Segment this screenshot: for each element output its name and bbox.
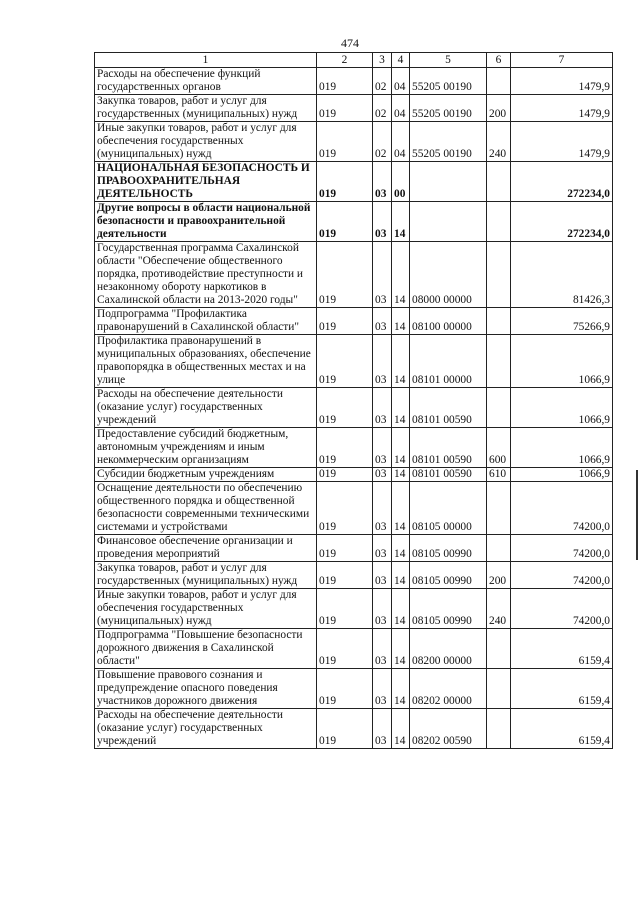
row-kcsr: 019 (317, 242, 373, 308)
row-name: Финансовое обеспечение организации и проведения мероприятий (95, 535, 317, 562)
row-name: Иные закупки товаров, работ и услуг для обеспечения государственных (муниципальных) нужд (95, 589, 317, 629)
row-target-code: 08105 00990 (410, 589, 487, 629)
header-col-2: 2 (317, 53, 373, 68)
row-section: 03 (373, 335, 392, 388)
table-row (95, 468, 613, 482)
row-expense-type (487, 482, 511, 535)
row-amount: 1066,9 (511, 388, 613, 428)
row-target-code: 08202 00590 (410, 709, 487, 749)
row-section: 03 (373, 388, 392, 428)
table-row (95, 428, 613, 468)
row-section: 03 (373, 589, 392, 629)
row-name: Расходы на обеспечение деятельности (оказание услуг) государственных учреждений (95, 388, 317, 428)
row-section: 03 (373, 482, 392, 535)
row-kcsr: 019 (317, 629, 373, 669)
row-expense-type: 200 (487, 562, 511, 589)
row-subsection: 14 (392, 428, 410, 468)
row-name: Другие вопросы в области национальной безопасности и правоохранительной деятельности (95, 202, 317, 242)
row-name: Закупка товаров, работ и услуг для государственных (муниципальных) нужд (95, 95, 317, 122)
row-target-code: 08202 00000 (410, 669, 487, 709)
row-expense-type (487, 335, 511, 388)
row-expense-type (487, 308, 511, 335)
row-section: 03 (373, 242, 392, 308)
row-amount: 6159,4 (511, 629, 613, 669)
row-name: Подпрограмма "Профилактика правонарушений в Сахалинской области" (95, 308, 317, 335)
row-expense-type: 200 (487, 95, 511, 122)
page-number: 474 (341, 36, 359, 50)
row-kcsr: 019 (317, 428, 373, 468)
table-row (95, 122, 613, 162)
row-expense-type (487, 388, 511, 428)
row-expense-type (487, 709, 511, 749)
row-expense-type: 240 (487, 589, 511, 629)
table-row (95, 669, 613, 709)
row-section: 02 (373, 95, 392, 122)
row-amount: 272234,0 (511, 202, 613, 242)
table-row (95, 629, 613, 669)
row-subsection: 14 (392, 468, 410, 482)
row-amount: 74200,0 (511, 482, 613, 535)
table-row (95, 68, 613, 95)
row-section: 03 (373, 629, 392, 669)
row-amount: 74200,0 (511, 589, 613, 629)
page-edge-mark (636, 470, 638, 560)
row-amount: 1479,9 (511, 95, 613, 122)
row-subsection: 14 (392, 589, 410, 629)
row-target-code: 08101 00000 (410, 335, 487, 388)
row-section: 02 (373, 122, 392, 162)
row-kcsr: 019 (317, 468, 373, 482)
row-subsection: 14 (392, 202, 410, 242)
table-row (95, 388, 613, 428)
row-expense-type (487, 535, 511, 562)
row-amount: 6159,4 (511, 709, 613, 749)
row-kcsr: 019 (317, 202, 373, 242)
row-name: Расходы на обеспечение деятельности (оказание услуг) государственных учреждений (95, 709, 317, 749)
table-row (95, 482, 613, 535)
row-name: НАЦИОНАЛЬНАЯ БЕЗОПАСНОСТЬ И ПРАВООХРАНИТЕЛЬНАЯ ДЕЯТЕЛЬНОСТЬ (95, 162, 317, 202)
header-col-3: 3 (373, 53, 392, 68)
row-name: Расходы на обеспечение функций государственных органов (95, 68, 317, 95)
header-col-6: 6 (487, 53, 511, 68)
budget-table-body (95, 53, 613, 749)
row-subsection: 00 (392, 162, 410, 202)
row-amount: 1066,9 (511, 428, 613, 468)
row-subsection: 14 (392, 482, 410, 535)
row-amount: 1479,9 (511, 68, 613, 95)
row-section: 02 (373, 68, 392, 95)
row-kcsr: 019 (317, 68, 373, 95)
table-row (95, 535, 613, 562)
table-row (95, 242, 613, 308)
row-name: Подпрограмма "Повышение безопасности дорожного движения в Сахалинской области" (95, 629, 317, 669)
row-name: Субсидии бюджетным учреждениям (95, 468, 317, 482)
row-name: Государственная программа Сахалинской области "Обеспечение общественного порядка, противодействие преступности и незаконному обороту наркотиков в Сахалинской области на 2013-2020 годы" (95, 242, 317, 308)
table-row (95, 589, 613, 629)
row-expense-type (487, 669, 511, 709)
row-amount: 81426,3 (511, 242, 613, 308)
table-row (95, 709, 613, 749)
row-name: Иные закупки товаров, работ и услуг для обеспечения государственных (муниципальных) нужд (95, 122, 317, 162)
row-subsection: 04 (392, 95, 410, 122)
row-target-code: 55205 00190 (410, 122, 487, 162)
row-amount: 74200,0 (511, 535, 613, 562)
row-subsection: 14 (392, 535, 410, 562)
budget-table (94, 52, 613, 749)
row-expense-type: 600 (487, 428, 511, 468)
row-kcsr: 019 (317, 388, 373, 428)
row-subsection: 14 (392, 388, 410, 428)
row-expense-type: 610 (487, 468, 511, 482)
row-target-code: 08105 00990 (410, 562, 487, 589)
row-section: 03 (373, 202, 392, 242)
row-amount: 6159,4 (511, 669, 613, 709)
row-target-code: 08000 00000 (410, 242, 487, 308)
row-subsection: 14 (392, 669, 410, 709)
header-col-5: 5 (410, 53, 487, 68)
row-subsection: 04 (392, 122, 410, 162)
row-target-code: 08101 00590 (410, 428, 487, 468)
row-section: 03 (373, 669, 392, 709)
table-row (95, 95, 613, 122)
row-name: Закупка товаров, работ и услуг для государственных (муниципальных) нужд (95, 562, 317, 589)
table-row (95, 162, 613, 202)
row-subsection: 14 (392, 308, 410, 335)
row-target-code: 08101 00590 (410, 468, 487, 482)
row-expense-type: 240 (487, 122, 511, 162)
row-subsection: 14 (392, 242, 410, 308)
table-row (95, 202, 613, 242)
row-subsection: 04 (392, 68, 410, 95)
row-target-code (410, 202, 487, 242)
header-col-1: 1 (95, 53, 317, 68)
row-section: 03 (373, 162, 392, 202)
row-name: Профилактика правонарушений в муниципальных образованиях, обеспечение правопорядка в общественных местах и на улице (95, 335, 317, 388)
table-row (95, 308, 613, 335)
row-kcsr: 019 (317, 308, 373, 335)
row-target-code: 08105 00990 (410, 535, 487, 562)
header-col-4: 4 (392, 53, 410, 68)
row-amount: 1066,9 (511, 335, 613, 388)
table-row (95, 562, 613, 589)
row-kcsr: 019 (317, 95, 373, 122)
table-header-row (95, 53, 613, 68)
row-section: 03 (373, 709, 392, 749)
row-name: Предоставление субсидий бюджетным, автономным учреждениям и иным некоммерческим организациям (95, 428, 317, 468)
row-amount: 1479,9 (511, 122, 613, 162)
row-target-code: 08200 00000 (410, 629, 487, 669)
row-section: 03 (373, 468, 392, 482)
row-section: 03 (373, 535, 392, 562)
row-section: 03 (373, 428, 392, 468)
row-subsection: 14 (392, 335, 410, 388)
row-expense-type (487, 162, 511, 202)
row-target-code (410, 162, 487, 202)
row-expense-type (487, 242, 511, 308)
row-name: Повышение правового сознания и предупреждение опасного поведения участников дорожного движения (95, 669, 317, 709)
row-kcsr: 019 (317, 335, 373, 388)
row-amount: 272234,0 (511, 162, 613, 202)
row-kcsr: 019 (317, 589, 373, 629)
row-kcsr: 019 (317, 669, 373, 709)
row-name: Оснащение деятельности по обеспечению общественного порядка и общественной безопасности современными техническими системами и устройствами (95, 482, 317, 535)
row-kcsr: 019 (317, 482, 373, 535)
row-kcsr: 019 (317, 709, 373, 749)
row-section: 03 (373, 562, 392, 589)
row-amount: 1066,9 (511, 468, 613, 482)
row-expense-type (487, 629, 511, 669)
row-kcsr: 019 (317, 562, 373, 589)
row-kcsr: 019 (317, 535, 373, 562)
row-target-code: 08100 00000 (410, 308, 487, 335)
row-target-code: 08105 00000 (410, 482, 487, 535)
row-kcsr: 019 (317, 122, 373, 162)
row-amount: 75266,9 (511, 308, 613, 335)
header-col-7: 7 (511, 53, 613, 68)
row-section: 03 (373, 308, 392, 335)
row-subsection: 14 (392, 629, 410, 669)
row-expense-type (487, 68, 511, 95)
row-expense-type (487, 202, 511, 242)
table-row (95, 335, 613, 388)
row-subsection: 14 (392, 709, 410, 749)
row-amount: 74200,0 (511, 562, 613, 589)
row-target-code: 08101 00590 (410, 388, 487, 428)
row-subsection: 14 (392, 562, 410, 589)
row-target-code: 55205 00190 (410, 95, 487, 122)
row-target-code: 55205 00190 (410, 68, 487, 95)
row-kcsr: 019 (317, 162, 373, 202)
